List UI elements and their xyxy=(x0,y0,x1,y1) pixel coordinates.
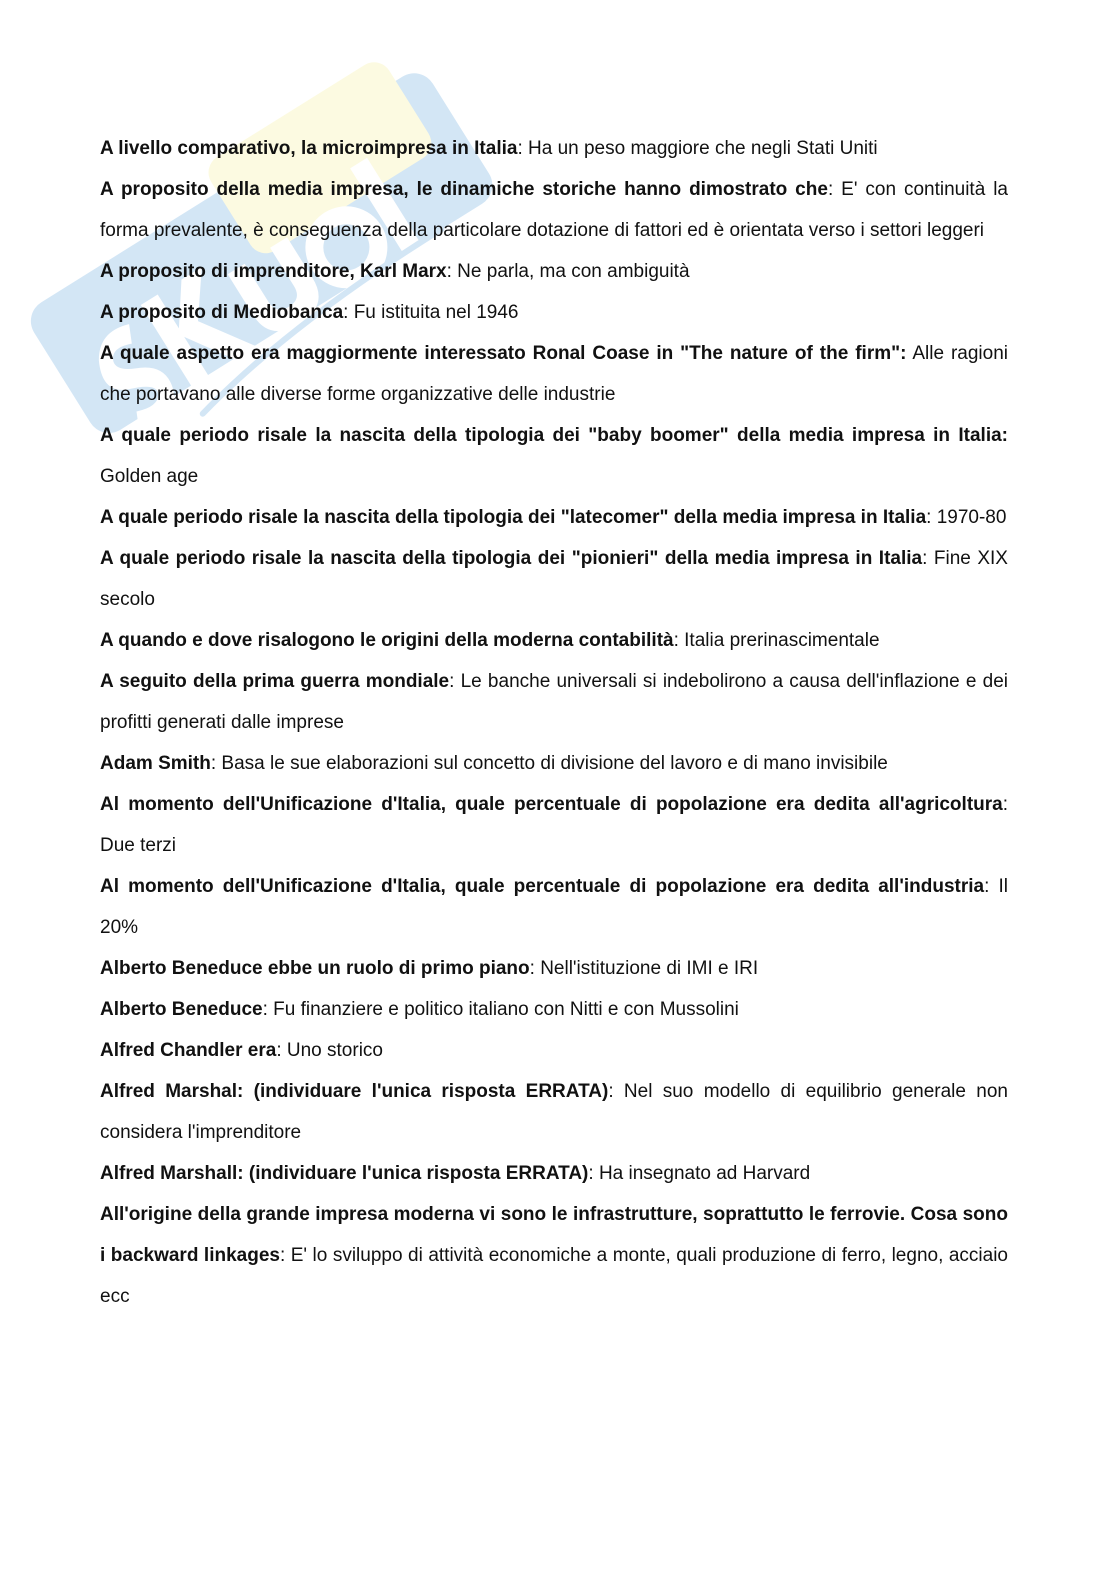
separator: : xyxy=(449,671,455,692)
question-text: A quale periodo risale la nascita della tipologia dei "pionieri" della media impresa in Italia xyxy=(100,548,923,569)
separator: : xyxy=(276,1040,282,1061)
question-text: Alfred Chandler era xyxy=(100,1040,277,1061)
separator: : xyxy=(529,958,535,979)
separator: : xyxy=(262,999,268,1020)
qa-entry xyxy=(100,333,1008,415)
qa-entry xyxy=(100,661,1008,743)
separator: : xyxy=(343,302,349,323)
qa-entry xyxy=(100,251,1008,292)
question-text: All'origine della grande impresa moderna vi sono le infrastrutture, soprattutto le ferrovie. Cosa sono i backward linkages xyxy=(100,1204,1008,1266)
separator: : xyxy=(926,507,932,528)
question-text: Alfred Marshall: (individuare l'unica risposta ERRATA) xyxy=(100,1163,589,1184)
question-text: A quando e dove risalogono le origini della moderna contabilità xyxy=(100,630,674,651)
answer-text: Basa le sue elaborazioni sul concetto di divisione del lavoro e di mano invisibile xyxy=(216,753,888,774)
qa-entry xyxy=(100,1030,1008,1071)
question-text: Adam Smith xyxy=(100,753,211,774)
qa-entry xyxy=(100,989,1008,1030)
qa-entry xyxy=(100,415,1008,497)
question-text: A proposito di imprenditore, Karl Marx xyxy=(100,261,447,282)
separator: : xyxy=(608,1081,614,1102)
answer-text: Nel suo modello di equilibrio generale non considera l'imprenditore xyxy=(100,1081,1008,1143)
question-text: Alfred Marshal: (individuare l'unica risposta ERRATA) xyxy=(100,1081,609,1102)
separator: : xyxy=(517,138,523,159)
question-text: Alberto Beneduce ebbe un ruolo di primo piano xyxy=(100,958,530,979)
answer-text: Le banche universali si indebolirono a causa dell'inflazione e dei profitti generati dalle imprese xyxy=(100,671,1008,733)
answer-text: Nell'istituzione di IMI e IRI xyxy=(534,958,759,979)
qa-entry xyxy=(100,538,1008,620)
question-text: A proposito di Mediobanca xyxy=(100,302,344,323)
qa-entry xyxy=(100,743,1008,784)
answer-text: Ha un peso maggiore che negli Stati Uniti xyxy=(522,138,878,159)
qa-entry xyxy=(100,866,1008,948)
answer-text: Fu finanziere e politico italiano con Nitti e con Mussolini xyxy=(267,999,739,1020)
answer-text: Alle ragioni che portavano alle diverse forme organizzative delle industrie xyxy=(100,343,1009,405)
question-text: Al momento dell'Unificazione d'Italia, quale percentuale di popolazione era dedita all'agricoltura xyxy=(100,794,1003,815)
qa-entry xyxy=(100,948,1008,989)
answer-text: Fu istituita nel 1946 xyxy=(348,302,519,323)
question-text: A livello comparativo, la microimpresa in Italia xyxy=(100,138,518,159)
answer-text: Ne parla, ma con ambiguità xyxy=(451,261,690,282)
answer-text: Uno storico xyxy=(281,1040,383,1061)
answer-text: 1970-80 xyxy=(931,507,1007,528)
question-text: A quale periodo risale la nascita della tipologia dei "baby boomer" della media impresa in Italia: xyxy=(100,425,1008,446)
question-text: Alberto Beneduce xyxy=(100,999,263,1020)
separator: : xyxy=(446,261,452,282)
qa-list xyxy=(100,128,1008,1317)
qa-entry xyxy=(100,784,1008,866)
answer-text: Italia prerinascimentale xyxy=(678,630,880,651)
qa-entry xyxy=(100,1194,1008,1317)
separator: : xyxy=(210,753,217,774)
answer-text: E' lo sviluppo di attività economiche a monte, quali produzione di ferro, legno, acciaio ecc xyxy=(100,1245,1008,1307)
answer-text: Due terzi xyxy=(100,835,177,856)
separator: : xyxy=(827,179,834,200)
qa-entry xyxy=(100,128,1008,169)
question-text: A seguito della prima guerra mondiale xyxy=(100,671,450,692)
question-text: A quale periodo risale la nascita della tipologia dei "latecomer" della media impresa in Italia xyxy=(100,507,927,528)
qa-entry xyxy=(100,1153,1008,1194)
separator: : xyxy=(922,548,928,569)
qa-entry xyxy=(100,620,1008,661)
separator: : xyxy=(1002,794,1008,815)
separator: : xyxy=(984,876,990,897)
question-text: Al momento dell'Unificazione d'Italia, quale percentuale di popolazione era dedita all'industria xyxy=(100,876,985,897)
separator: : xyxy=(588,1163,594,1184)
question-text: A proposito della media impresa, le dinamiche storiche hanno dimostrato che xyxy=(100,179,828,200)
separator: : xyxy=(279,1245,286,1266)
qa-entry xyxy=(100,1071,1008,1153)
answer-text: E' con continuità la forma prevalente, è conseguenza della particolare dotazione di fattori ed è orientata verso i settori leggeri xyxy=(100,179,1009,241)
answer-text: Golden age xyxy=(100,466,199,487)
qa-entry xyxy=(100,497,1008,538)
qa-entry xyxy=(100,292,1008,333)
qa-entry xyxy=(100,169,1008,251)
separator: : xyxy=(673,630,679,651)
answer-text: Fine XIX secolo xyxy=(100,548,1008,610)
question-text: A quale aspetto era maggiormente interessato Ronal Coase in "The nature of the firm": xyxy=(100,343,907,364)
answer-text: Ha insegnato ad Harvard xyxy=(593,1163,811,1184)
answer-text: Il 20% xyxy=(100,876,1008,938)
